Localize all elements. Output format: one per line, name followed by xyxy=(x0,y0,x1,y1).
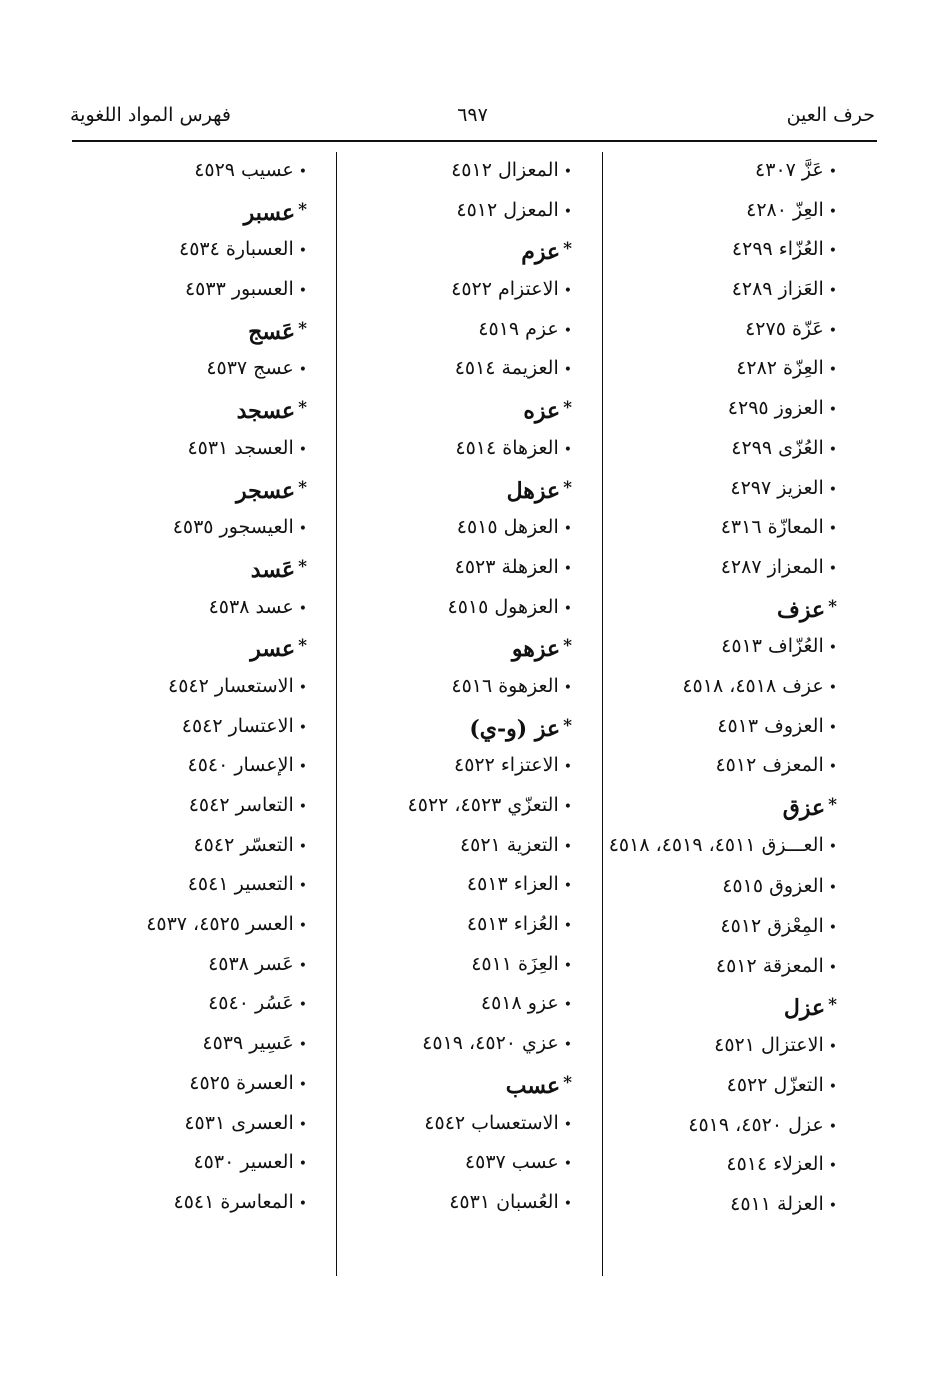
bullet-icon: • xyxy=(298,719,307,736)
entry-text: عزو ٤٥١٨ xyxy=(480,992,559,1015)
bullet-icon: • xyxy=(828,1039,837,1056)
bullet-icon: • xyxy=(563,838,572,855)
entry-text: العُزّاف ٤٥١٣ xyxy=(721,635,824,658)
bullet-icon: • xyxy=(828,362,837,379)
asterisk-icon: * xyxy=(828,596,837,617)
asterisk-icon: * xyxy=(298,636,307,657)
entry-text: عَزَّ ٤٣٠٧ xyxy=(755,159,824,181)
entry-text: العَزاز ٤٢٨٩ xyxy=(731,278,824,301)
entry-text: العزيز ٤٢٩٧ xyxy=(730,476,824,499)
index-root-heading xyxy=(357,389,572,429)
asterisk-icon: * xyxy=(563,1072,572,1093)
entry-text: المعازّة ٤٣١٦ xyxy=(720,516,824,539)
index-root-heading xyxy=(357,469,572,509)
bullet-icon: • xyxy=(298,1195,307,1212)
bullet-icon: • xyxy=(298,997,307,1014)
entry-text: العِزّة ٤٢٨٢ xyxy=(736,357,824,380)
bullet-icon: • xyxy=(563,957,572,974)
bullet-icon: • xyxy=(828,719,837,736)
index-root-heading xyxy=(97,469,307,509)
index-entry xyxy=(97,151,307,191)
entry-text: العسبور ٤٥٣٣ xyxy=(184,278,294,301)
running-header xyxy=(70,100,875,134)
entry-text: العزلاء ٤٥١٤ xyxy=(726,1153,824,1176)
bullet-icon: • xyxy=(298,1156,307,1173)
entry-text: عزل ٤٥٢٠، ٤٥١٩ xyxy=(688,1113,824,1136)
header-rule xyxy=(72,140,877,142)
bullet-icon: • xyxy=(298,441,307,458)
index-entry xyxy=(97,270,307,310)
index-entry xyxy=(357,1104,572,1144)
index-root-heading xyxy=(357,1064,572,1104)
bullet-icon: • xyxy=(563,521,572,538)
bullet-icon: • xyxy=(563,1156,572,1173)
root-text: عسب xyxy=(505,1072,561,1099)
entry-text: المعزقة ٤٥١٢ xyxy=(715,954,824,977)
entry-text: التعسير ٤٥٤١ xyxy=(187,873,294,896)
index-entry xyxy=(97,1183,307,1223)
bullet-icon: • xyxy=(563,799,572,815)
entry-text: الاستعسار ٤٥٤٢ xyxy=(168,674,294,697)
index-entry xyxy=(357,508,572,548)
bullet-icon: • xyxy=(828,521,837,538)
entry-text: العُزّاء ٤٢٩٩ xyxy=(731,238,824,261)
bullet-icon: • xyxy=(828,402,837,419)
root-text: عسجر xyxy=(236,477,296,504)
entry-text: العُزاء ٤٥١٣ xyxy=(466,913,559,936)
entry-text: العزهلة ٤٥٢٣ xyxy=(454,555,559,578)
index-entry xyxy=(357,865,572,905)
bullet-icon: • xyxy=(828,243,837,260)
entry-text: العسجد ٤٥٣١ xyxy=(187,436,294,459)
index-root-heading xyxy=(357,707,572,747)
root-text: عسر xyxy=(250,636,296,663)
index-entry xyxy=(357,1143,572,1183)
index-entry xyxy=(97,945,307,985)
bullet-icon: • xyxy=(563,1037,572,1054)
asterisk-icon: * xyxy=(298,477,307,498)
asterisk-icon: * xyxy=(563,239,572,260)
index-entry xyxy=(97,1143,307,1183)
bullet-icon: • xyxy=(298,164,307,180)
index-entry xyxy=(357,984,572,1024)
root-text: عزه xyxy=(523,398,561,425)
bullet-icon: • xyxy=(298,362,307,379)
index-entry xyxy=(357,191,572,231)
entry-text: العزلة ٤٥١١ xyxy=(730,1192,824,1215)
entry-text: الاستعساب ٤٥٤٢ xyxy=(424,1111,559,1134)
chapter-title: حرف العين xyxy=(786,104,875,126)
bullet-icon: • xyxy=(828,481,837,498)
index-entry xyxy=(97,786,307,826)
index-root-heading xyxy=(97,191,307,231)
entry-text: العسير ٤٥٣٠ xyxy=(193,1151,294,1174)
index-root-heading xyxy=(357,230,572,270)
bullet-icon: • xyxy=(828,441,837,458)
entry-text: العزهول ٤٥١٥ xyxy=(447,595,559,618)
bullet-icon: • xyxy=(298,600,307,617)
entry-text: العِزَة ٤٥١١ xyxy=(471,952,559,975)
bullet-icon: • xyxy=(563,997,572,1014)
index-entry xyxy=(357,945,572,985)
entry-text: عزف ٤٥١٨، ٤٥١٨ xyxy=(682,674,824,697)
index-entry xyxy=(357,826,572,866)
bullet-icon: • xyxy=(828,759,837,776)
index-entry xyxy=(97,746,307,786)
bullet-icon: • xyxy=(828,1197,837,1214)
index-entry xyxy=(357,667,572,707)
bullet-icon: • xyxy=(298,759,307,776)
entry-text: العسرى ٤٥٣١ xyxy=(184,1111,294,1134)
index-entry xyxy=(357,1183,572,1223)
entry-text: العزيمة ٤٥١٤ xyxy=(454,357,559,380)
index-entry xyxy=(357,1024,572,1064)
index-entry xyxy=(357,349,572,389)
index-entry xyxy=(357,746,572,786)
bullet-icon: • xyxy=(563,759,572,776)
bullet-icon: • xyxy=(828,679,837,696)
entry-text: عزم ٤٥١٩ xyxy=(478,317,559,340)
bullet-icon: • xyxy=(828,880,837,897)
bullet-icon: • xyxy=(828,1118,837,1135)
bullet-icon: • xyxy=(828,838,837,855)
index-entry xyxy=(357,588,572,628)
index-entry xyxy=(357,905,572,945)
bullet-icon: • xyxy=(828,283,837,300)
entry-text: التعزّي ٤٥٢٣، ٤٥٢٢ xyxy=(407,794,559,816)
bullet-icon: • xyxy=(563,679,572,696)
bullet-icon: • xyxy=(563,560,572,577)
asterisk-icon: * xyxy=(298,556,307,577)
entry-text: العسبارة ٤٥٣٤ xyxy=(179,238,294,261)
index-entry xyxy=(97,588,307,628)
root-text: عَسد xyxy=(250,556,296,583)
index-entry xyxy=(97,905,307,945)
root-text: عزق xyxy=(782,795,826,821)
entry-text: عزي ٤٥٢٠، ٤٥١٩ xyxy=(422,1032,559,1055)
index-entry xyxy=(97,826,307,866)
entry-text: العزوف ٤٥١٣ xyxy=(717,714,824,737)
bullet-icon: • xyxy=(563,878,572,895)
entry-text: الإعسار ٤٥٤٠ xyxy=(187,754,294,777)
bullet-icon: • xyxy=(563,362,572,379)
index-entry xyxy=(357,786,572,826)
entry-text: المعزاز ٤٢٨٧ xyxy=(720,555,824,578)
bullet-icon: • xyxy=(828,203,837,220)
index-entry xyxy=(97,349,307,389)
index-entry xyxy=(97,508,307,548)
root-text: عزل xyxy=(783,995,826,1022)
root-text: عسبر xyxy=(243,199,296,226)
root-text: عزهو xyxy=(511,636,561,663)
bullet-icon: • xyxy=(828,1078,837,1095)
bullet-icon: • xyxy=(828,1158,837,1175)
bullet-icon: • xyxy=(298,283,307,300)
index-entry xyxy=(357,429,572,469)
column-divider xyxy=(336,152,337,1276)
entry-text: عَزّة ٤٢٧٥ xyxy=(745,317,824,340)
index-entry xyxy=(97,429,307,469)
bullet-icon: • xyxy=(298,878,307,895)
index-entry xyxy=(97,667,307,707)
root-text: عسجد xyxy=(236,398,296,425)
root-text: عَسج xyxy=(248,318,296,345)
bullet-icon: • xyxy=(563,322,572,339)
entry-text: عسب ٤٥٣٧ xyxy=(464,1151,559,1174)
entry-text: التعزية ٤٥٢١ xyxy=(459,833,559,856)
root-text: عز (و-ي) xyxy=(469,715,561,742)
index-entry xyxy=(97,707,307,747)
index-entry xyxy=(97,230,307,270)
index-entry xyxy=(97,1064,307,1104)
bullet-icon: • xyxy=(828,164,837,180)
bullet-icon: • xyxy=(298,918,307,935)
index-root-heading xyxy=(97,389,307,429)
entry-text: عَسُر ٤٥٤٠ xyxy=(208,992,294,1015)
index-entry xyxy=(97,865,307,905)
entry-text: الاعتزام ٤٥٢٢ xyxy=(451,278,559,301)
bullet-icon: • xyxy=(563,600,572,617)
entry-text: عسد ٤٥٣٨ xyxy=(208,595,294,618)
asterisk-icon: * xyxy=(298,318,307,339)
entry-text: العزهل ٤٥١٥ xyxy=(456,516,559,539)
bullet-icon: • xyxy=(563,441,572,458)
entry-text: العِزّ ٤٢٨٠ xyxy=(746,198,824,221)
entry-text: التعزّل ٤٥٢٢ xyxy=(726,1073,824,1096)
index-column-left xyxy=(97,151,307,1223)
asterisk-icon: * xyxy=(563,477,572,498)
entry-text: عسج ٤٥٣٧ xyxy=(206,357,294,380)
bullet-icon: • xyxy=(298,243,307,260)
entry-text: المعاسرة ٤٥٤١ xyxy=(173,1190,294,1213)
asterisk-icon: * xyxy=(828,795,837,815)
index-entry xyxy=(357,270,572,310)
index-entry xyxy=(357,548,572,588)
entry-text: الاعتسار ٤٥٤٢ xyxy=(181,714,294,737)
bullet-icon: • xyxy=(298,1037,307,1054)
bullet-icon: • xyxy=(563,918,572,935)
entry-text: المعزف ٤٥١٢ xyxy=(715,754,824,777)
root-text: عزهل xyxy=(506,477,561,504)
bullet-icon: • xyxy=(298,957,307,974)
entry-text: التعاسر ٤٥٤٢ xyxy=(188,794,294,816)
bullet-icon: • xyxy=(298,799,307,815)
index-entry xyxy=(357,151,572,191)
entry-text: العزاء ٤٥١٣ xyxy=(466,873,559,896)
entry-text: عَسِير ٤٥٣٩ xyxy=(202,1032,294,1055)
bullet-icon: • xyxy=(563,283,572,300)
entry-text: العزوق ٤٥١٥ xyxy=(722,875,824,898)
root-text: عزم xyxy=(521,239,561,266)
bullet-icon: • xyxy=(563,1195,572,1212)
index-root-heading xyxy=(97,627,307,667)
index-root-heading xyxy=(97,310,307,350)
entry-text: التعسّر ٤٥٤٢ xyxy=(193,833,294,856)
asterisk-icon: * xyxy=(563,715,572,736)
bullet-icon: • xyxy=(298,679,307,696)
entry-text: العسرة ٤٥٢٥ xyxy=(189,1071,294,1094)
entry-text: الاعتزال ٤٥٢١ xyxy=(714,1034,824,1057)
bullet-icon: • xyxy=(828,560,837,577)
bullet-icon: • xyxy=(828,920,837,937)
asterisk-icon: * xyxy=(298,398,307,419)
entry-text: عسيب ٤٥٢٩ xyxy=(194,159,294,181)
bullet-icon: • xyxy=(828,959,837,976)
entry-text: العزهاة ٤٥١٤ xyxy=(455,436,559,459)
bullet-icon: • xyxy=(298,1076,307,1093)
bullet-icon: • xyxy=(563,203,572,220)
index-root-heading xyxy=(357,627,572,667)
bullet-icon: • xyxy=(563,1116,572,1133)
entry-text: العـــزق ٤٥١١، ٤٥١٩، ٤٥١٨ xyxy=(608,833,824,856)
entry-text: عَسر ٤٥٣٨ xyxy=(208,952,294,975)
asterisk-icon: * xyxy=(828,995,837,1016)
bullet-icon: • xyxy=(828,640,837,657)
entry-text: العزهوة ٤٥١٦ xyxy=(451,674,559,697)
entry-text: العُسبان ٤٥٣١ xyxy=(449,1190,559,1213)
root-text: عزف xyxy=(777,596,826,623)
entry-text: العيسجور ٤٥٣٥ xyxy=(172,516,294,539)
index-entry xyxy=(97,1024,307,1064)
entry-text: العسر ٤٥٢٥، ٤٥٣٧ xyxy=(146,913,294,936)
asterisk-icon: * xyxy=(298,199,307,220)
entry-text: المعزال ٤٥١٢ xyxy=(451,159,559,181)
page-number: ٦٩٧ xyxy=(457,104,488,126)
bullet-icon: • xyxy=(298,1116,307,1133)
index-entry xyxy=(97,1104,307,1144)
entry-text: المعزل ٤٥١٢ xyxy=(456,198,559,221)
index-title: فهرس المواد اللغوية xyxy=(70,104,232,126)
bullet-icon: • xyxy=(298,838,307,855)
entry-text: العُزّى ٤٢٩٩ xyxy=(731,436,824,459)
asterisk-icon: * xyxy=(563,398,572,419)
index-entry xyxy=(357,310,572,350)
bullet-icon: • xyxy=(828,322,837,339)
bullet-icon: • xyxy=(298,521,307,538)
asterisk-icon: * xyxy=(563,636,572,657)
bullet-icon: • xyxy=(563,164,572,180)
index-root-heading xyxy=(97,548,307,588)
entry-text: المِعْزق ٤٥١٢ xyxy=(720,915,824,938)
index-column-middle xyxy=(357,151,572,1223)
index-entry xyxy=(97,984,307,1024)
entry-text: العزوز ٤٢٩٥ xyxy=(727,397,824,420)
entry-text: الاعتزاء ٤٥٢٢ xyxy=(453,754,559,777)
